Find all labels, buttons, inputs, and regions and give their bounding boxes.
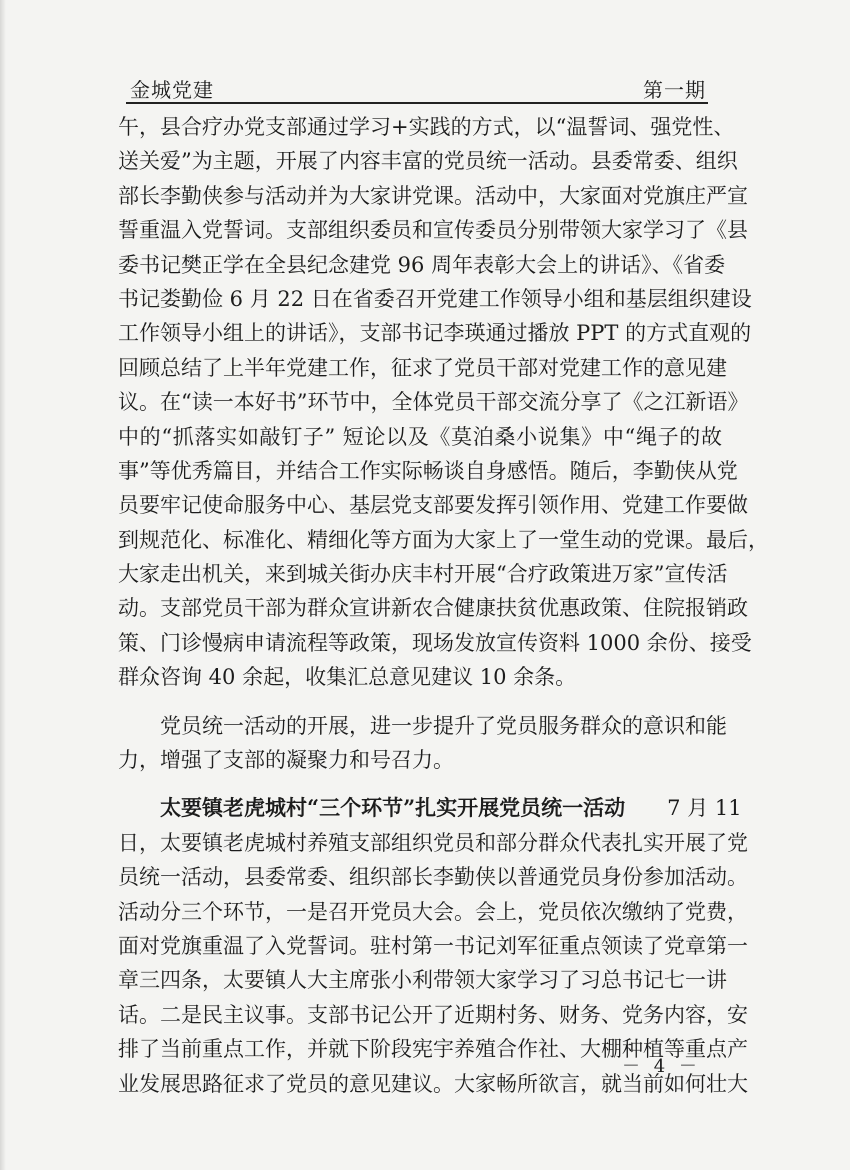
text-line: 面对党旗重温了入党誓词。驻村第一书记刘军征重点领读了党章第一: [118, 933, 748, 958]
text-line: 午，县合疗办党支部通过学习+实践的方式，以“温誓词、强党性、: [118, 115, 735, 139]
paragraph-2: [118, 709, 727, 778]
text-line: 业发展思路征求了党员的意见建议。大家畅所欲言，就当前如何壮大: [118, 1071, 748, 1096]
article-body: [118, 110, 769, 1101]
text-line: 工作领导小组上的讲话》，支部书记李瑛通过播放 PPT 的方式直观的: [118, 321, 752, 346]
text-line: 书记娄勤俭 6 月 22 日在省委召开党建工作领导小组和基层组织建设: [118, 286, 752, 311]
text-line: 事”等优秀篇目，并结合工作实际畅谈自身感悟。随后，李勤侠从党: [118, 458, 738, 483]
scan-edge: [0, 0, 6, 1170]
text-line: 议。在“读一本好书”环节中，全体党员干部交流分享了《之江新语》: [118, 390, 749, 415]
text-line: 中的“抓落实如敲钉子” 短论以及《莫泊桑小说集》中“绳子的故: [118, 424, 722, 449]
page-number: － 4 －: [622, 1056, 701, 1077]
text-line: 员统一活动，县委常委、组织部长李勤侠以普通党员身份参加活动。: [118, 865, 748, 890]
text-line: 誓重温入党誓词。支部组织委员和宣传委员分别带领大家学习了《县: [118, 218, 748, 243]
text-line: 章三四条，太要镇人大主席张小利带领大家学习了习总书记七一讲: [118, 968, 727, 993]
text-line: 党员统一活动的开展，进一步提升了党员服务群众的意识和能: [160, 713, 727, 738]
publication-title: 金城党建: [130, 78, 214, 102]
text-line: 排了当前重点工作，并就下阶段宪宇养殖合作社、大棚种植等重点产: [118, 1037, 748, 1062]
text-line: 活动分三个环节，一是召开党员大会。会上，党员依次缴纳了党费，: [118, 899, 748, 924]
paragraph-gap: [118, 695, 722, 709]
text-line: 动。支部党员干部为群众宣讲新农合健康扶贫优惠政策、住院报销政: [118, 596, 748, 621]
heading-date: 7 月 11: [625, 796, 742, 821]
page-header: [130, 72, 706, 102]
text-line: 员要牢记使命服务中心、基层党支部要发挥引领作用、党建工作要做: [118, 493, 748, 518]
text-line: 日，太要镇老虎城村养殖支部组织党员和部分群众代表扎实开展了党: [118, 830, 748, 855]
text-line: 送关爱”为主题，开展了内容丰富的党员统一活动。县委常委、组织: [118, 149, 738, 174]
issue-number: 第一期: [643, 78, 706, 102]
paragraph-gap: [118, 777, 722, 791]
text-line: 策、门诊慢病申请流程等政策，现场发放宣传资料 1000 余份、接受: [118, 630, 752, 655]
text-line: 部长李勤侠参与活动并为大家讲党课。活动中，大家面对党旗庄严宣: [118, 183, 748, 208]
text-line: 大家走出机关，来到城关街办庆丰村开展“合疗政策进万家”宣传活: [118, 562, 728, 587]
text-line: 到规范化、标准化、精细化等方面为大家上了一堂生动的党课。最后，: [118, 527, 769, 552]
header-rule: [126, 102, 708, 104]
paragraph-1: [118, 110, 769, 695]
section-heading: 太要镇老虎城村“三个环节”扎实开展党员统一活动: [160, 795, 626, 821]
section-heading-line: [118, 791, 742, 825]
text-line: 话。二是民主议事。支部书记公开了近期村务、财务、党务内容，安: [118, 1002, 748, 1027]
text-line: 力，增强了支部的凝聚力和号召力。: [118, 748, 454, 773]
text-line: 委书记樊正学在全县纪念建党 96 周年表彰大会上的讲话》、《省委: [118, 252, 726, 277]
text-line: 群众咨询 40 余起，收集汇总意见建议 10 余条。: [118, 665, 577, 690]
text-line: 回顾总结了上半年党建工作，征求了党员干部对党建工作的意见建: [118, 355, 727, 380]
